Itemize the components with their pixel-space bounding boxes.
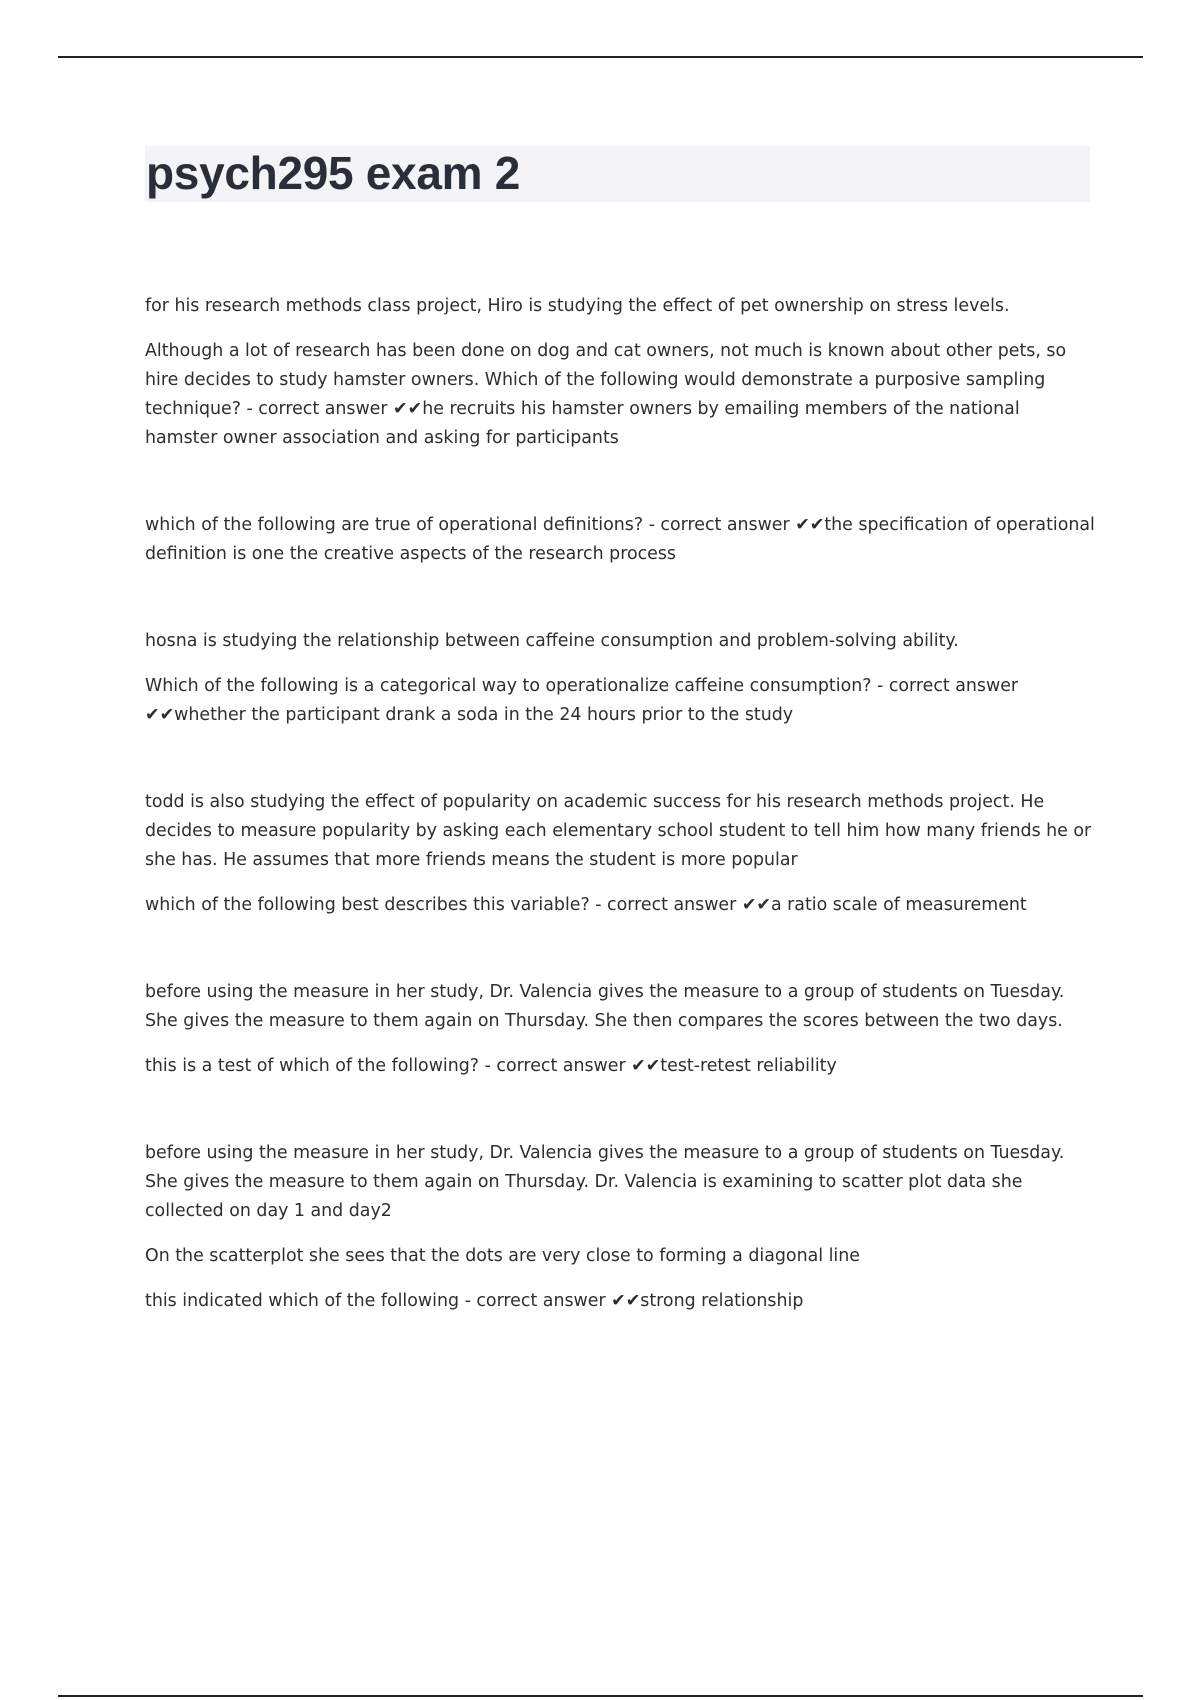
answer-text: he recruits his hamster owners by emailing members of the national hamster owner association and asking for participants <box>145 399 1020 448</box>
question-text <box>145 511 1095 569</box>
question-context: hosna is studying the relationship between caffeine consumption and problem-solving ability. <box>145 631 959 651</box>
question-text <box>145 1052 1095 1081</box>
answer-text: a ratio scale of measurement <box>770 895 1027 915</box>
question-tail: this indicated which of the following <box>145 1291 460 1311</box>
qa-item <box>145 627 1095 730</box>
question-context: On the scatterplot she sees that the dots are very close to forming a diagonal line <box>145 1246 860 1266</box>
question-context: before using the measure in her study, Dr. Valencia gives the measure to a group of students on Tuesday. She gives the measure to them again on Thursday. Dr. Valencia is examining to scatter plot data she collected on day 1 and day2 <box>145 1143 1065 1221</box>
page-title: psych295 exam 2 <box>146 147 520 199</box>
answer-marker: - correct answer ✔✔ <box>145 676 1019 725</box>
qa-item <box>145 292 1095 453</box>
answer-text: whether the participant drank a soda in the 24 hours prior to the study <box>174 705 794 725</box>
answer-text: strong relationship <box>640 1291 804 1311</box>
bottom-rule <box>58 1695 1143 1697</box>
answer-marker: - correct answer ✔✔ <box>246 399 423 419</box>
qa-list <box>145 292 1095 1374</box>
question-text <box>145 672 1095 730</box>
question-tail: which of the following best describes this variable? <box>145 895 590 915</box>
qa-item <box>145 511 1095 569</box>
question-context: before using the measure in her study, Dr. Valencia gives the measure to a group of students on Tuesday. She gives the measure to them again on Thursday. She then compares the scores between the two days. <box>145 982 1065 1031</box>
answer-marker: - correct answer ✔✔ <box>595 895 771 915</box>
qa-item <box>145 978 1095 1081</box>
qa-item <box>145 1139 1095 1316</box>
answer-marker: - correct answer ✔✔ <box>648 515 825 535</box>
question-tail: Although a lot of research has been done on dog and cat owners, not much is known about other pets, so hire decides to study hamster owners. Which of the following would demonstrate a purposive sampling technique? <box>145 341 1067 419</box>
question-tail: this is a test of which of the following? <box>145 1056 480 1076</box>
question-text <box>145 1287 1095 1316</box>
top-rule <box>58 56 1143 58</box>
question-context: for his research methods class project, Hiro is studying the effect of pet ownership on stress levels. <box>145 296 1010 316</box>
question-tail: which of the following are true of operational definitions? <box>145 515 644 535</box>
answer-marker: - correct answer ✔✔ <box>464 1291 641 1311</box>
answer-marker: - correct answer ✔✔ <box>484 1056 661 1076</box>
question-text <box>145 891 1095 920</box>
answer-text: test-retest reliability <box>660 1056 837 1076</box>
question-text <box>145 337 1095 453</box>
answer-text: the specification of operational definition is one the creative aspects of the research process <box>145 515 1095 564</box>
question-tail: Which of the following is a categorical way to operationalize caffeine consumption? <box>145 676 872 696</box>
question-context: todd is also studying the effect of popularity on academic success for his research methods project. He decides to measure popularity by asking each elementary school student to tell him how many friends he or she has. He assumes that more friends means the student is more popular <box>145 792 1092 870</box>
qa-item <box>145 788 1095 920</box>
